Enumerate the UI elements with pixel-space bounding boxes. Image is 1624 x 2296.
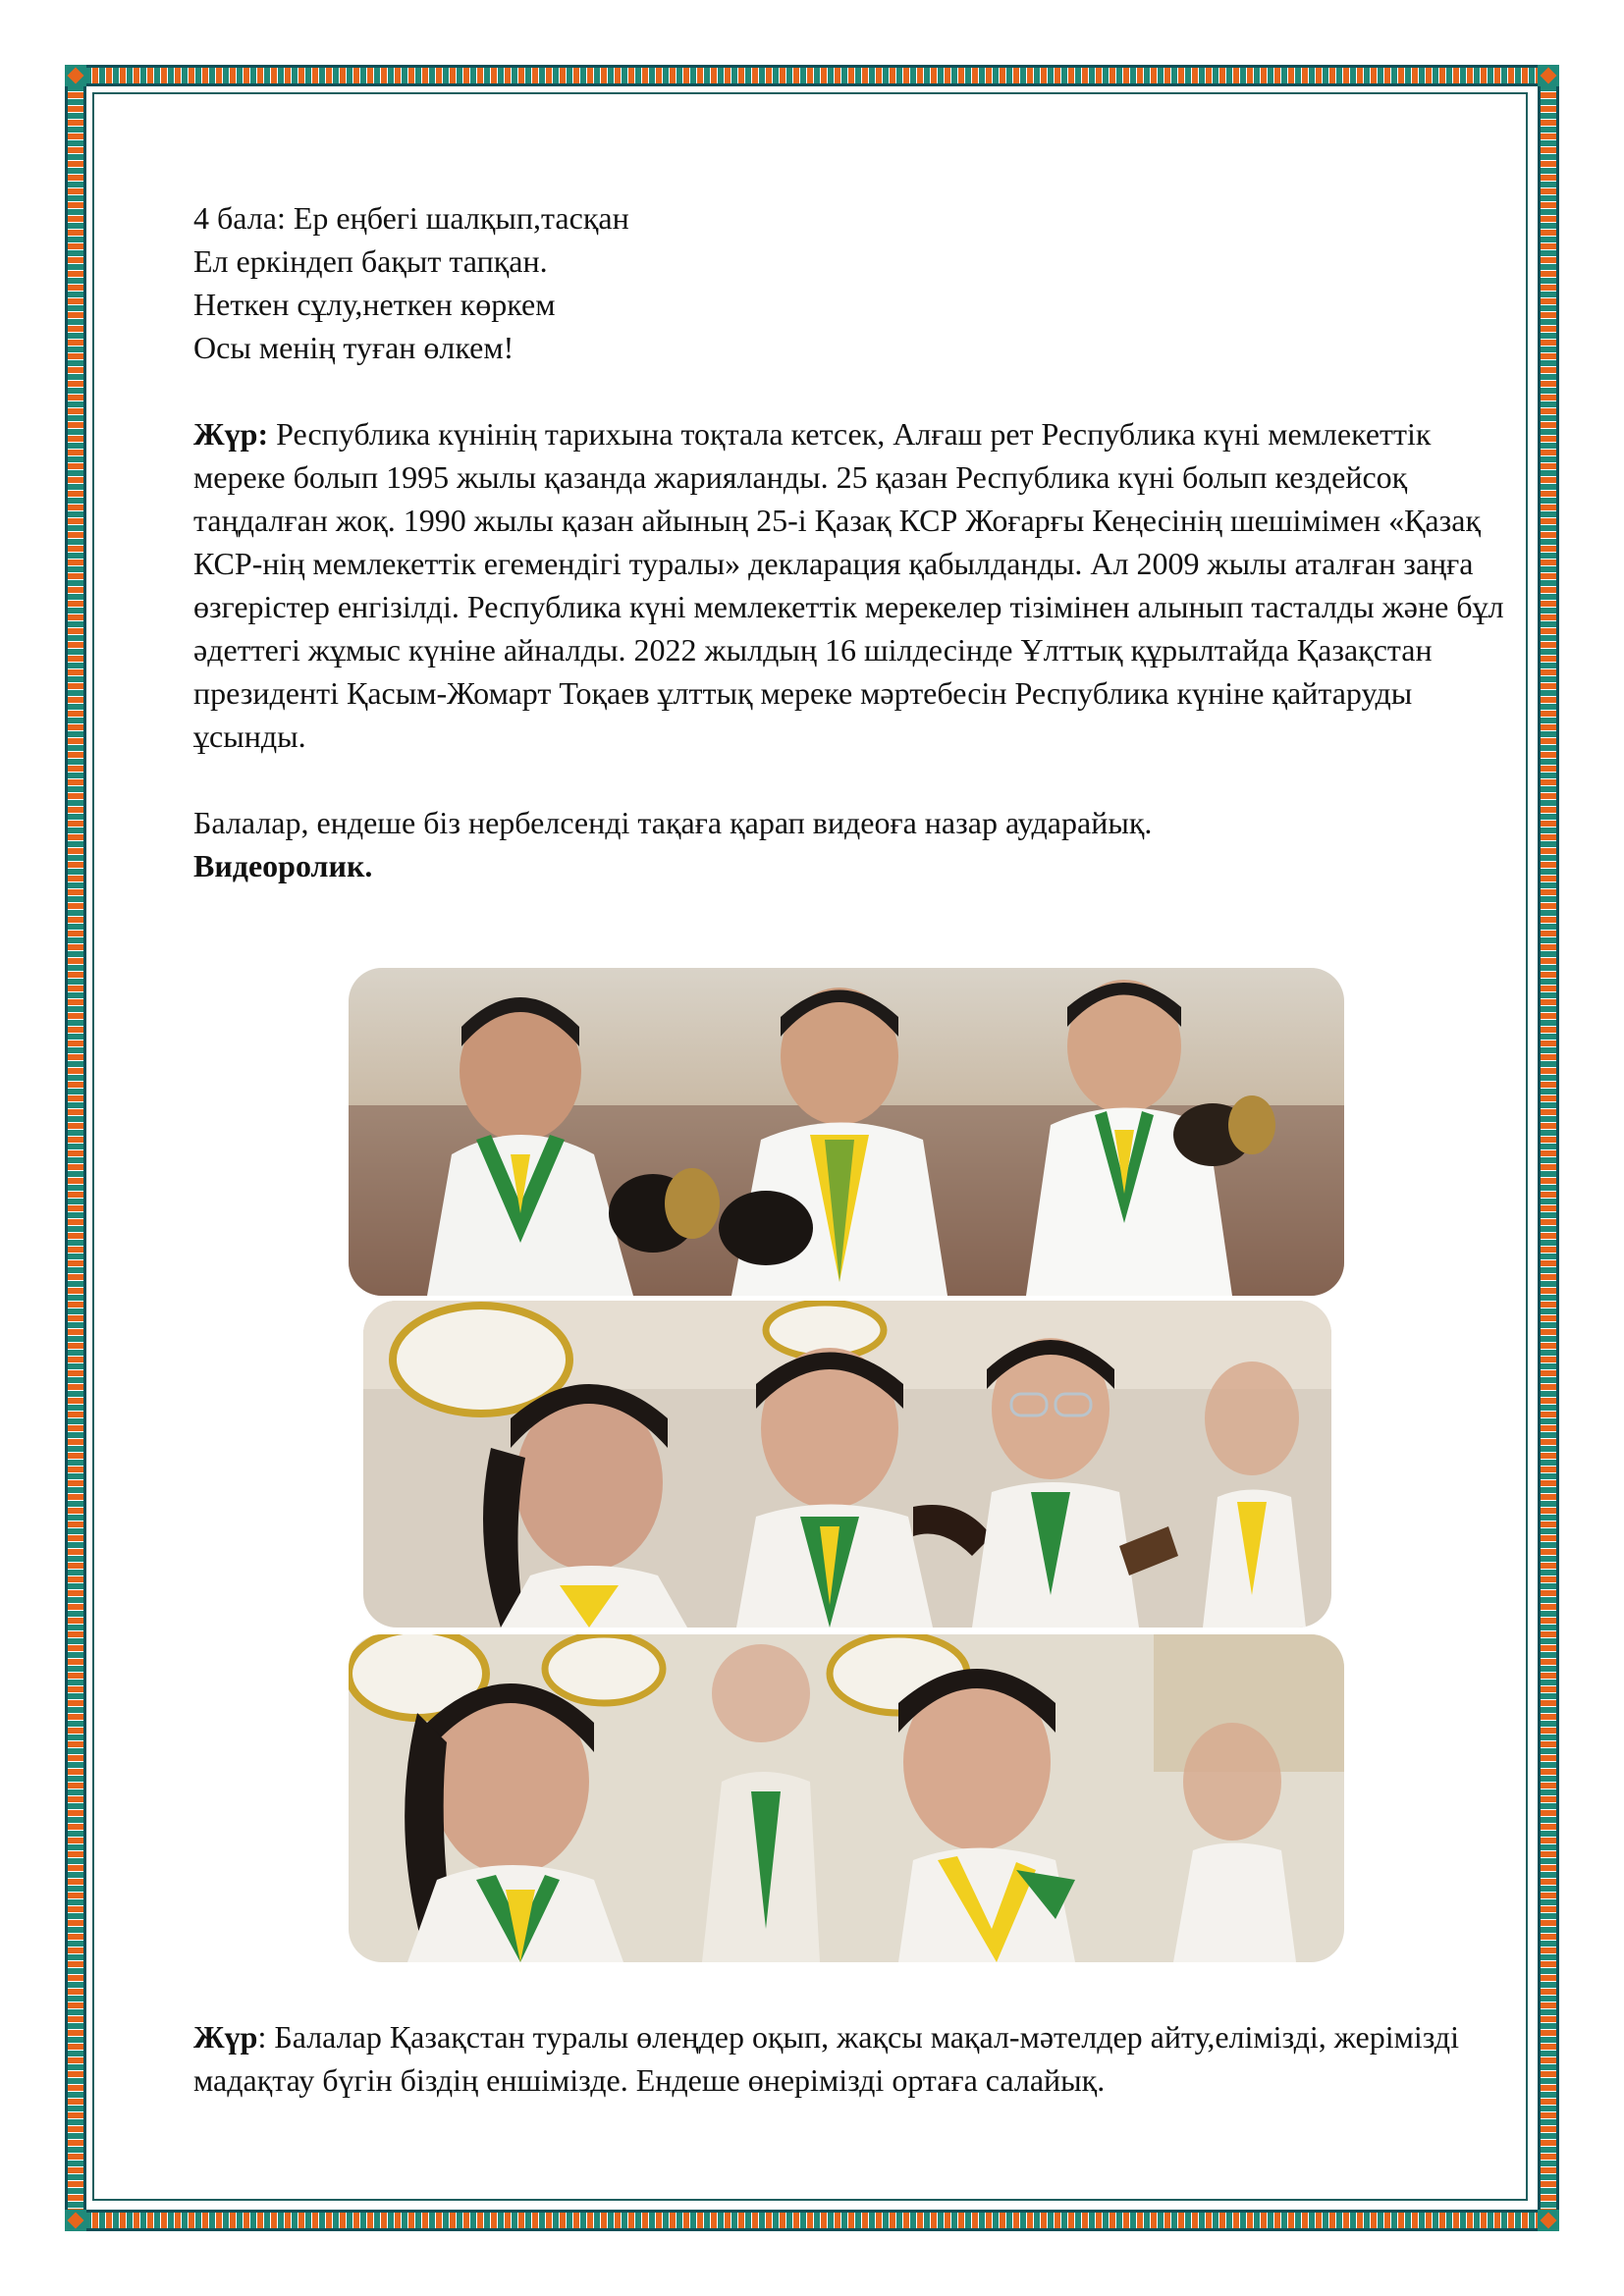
corner-ornament	[1538, 65, 1559, 86]
poem-line: Осы менің туған өлкем!	[193, 330, 514, 365]
border-right	[1538, 65, 1559, 2231]
video-intro: Балалар, ендеше біз нербелсенді тақаға қарап видеоға назар аударайық.	[193, 805, 1153, 840]
speaker-label: Жүр	[193, 2019, 258, 2055]
border-bottom	[65, 2210, 1559, 2231]
poem-line: Ел еркіндеп бақыт тапқан.	[193, 243, 548, 279]
photo-girls-bows	[363, 1301, 1331, 1628]
corner-ornament	[65, 2210, 86, 2231]
closing-text: : Балалар Қазақстан туралы өлеңдер оқып, жақсы мақал-мәтелдер айту,елімізді, жерімізді мадақтау бүгін біздің еншімізде. Ендеше өнерімізді ортаға салайық.	[193, 2019, 1459, 2098]
video-label: Видеоролик.	[193, 848, 373, 883]
border-top	[65, 65, 1559, 86]
page-content	[193, 196, 1509, 887]
history-text: Республика күнінің тарихына тоқтала кетсек, Алғаш рет Республика күні мемлекеттік мереке болып 1995 жылы қазанда жарияланды. 25 қазан Республика күні болып кездейсоқ таңдалған жоқ. 1990 жылы қазан айының 25-і Қазақ КСР Жоғарғы Кеңесінің шешімімен «Қазақ КСР-нің мемлекеттік егемендігі туралы» декларация қабылданды. Ал 2009 жылы аталған заңға өзгерістер енгізілді. Республика күні мемлекеттік мерекелер тізімінен алынып тасталды және бұл әдеттегі жұмыс күніне айналды. 2022 жылдың 16 шілдесінде Ұлттық құрылтайда Қазақстан президенті Қасым-Жомарт Тоқаев ұлттық мереке мәртебесін Республика күніне қайтаруды ұсынды.	[193, 416, 1504, 754]
photo-girls-closeup	[349, 1634, 1344, 1962]
history-paragraph	[193, 412, 1509, 758]
photo-boys-drums	[349, 968, 1344, 1296]
closing-paragraph	[193, 2015, 1509, 2102]
corner-ornament	[1538, 2210, 1559, 2231]
speaker-label: Жүр:	[193, 416, 269, 452]
corner-ornament	[65, 65, 86, 86]
poem-line: Неткен сұлу,неткен көркем	[193, 287, 556, 322]
border-left	[65, 65, 86, 2231]
poem-line: 4 бала: Ер еңбегі шалқып,тасқан	[193, 200, 629, 236]
